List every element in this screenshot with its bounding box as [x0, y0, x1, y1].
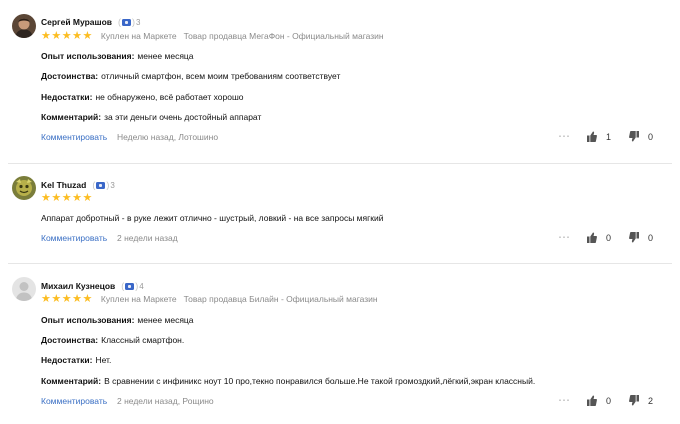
- user-badge[interactable]: ( ) 3: [92, 180, 115, 190]
- more-icon[interactable]: ⋯: [558, 129, 571, 143]
- rating-stars: [41, 31, 93, 42]
- star-icon: ★: [41, 29, 51, 42]
- avatar[interactable]: [12, 176, 36, 200]
- comment-link[interactable]: Комментировать: [41, 396, 108, 406]
- thumb-up-icon[interactable]: [587, 395, 597, 406]
- card-icon: [122, 19, 131, 26]
- review-field-experience: Опыт использования: менее месяца: [41, 51, 194, 61]
- review-card: [0, 264, 680, 424]
- badge-count: 3: [136, 17, 141, 27]
- rating-stars: [41, 193, 93, 204]
- review-field-pros: Достоинства: Классный смартфон.: [41, 335, 185, 345]
- review-field-comment: Комментарий: В сравнении с инфиникс ноут 10 про,текно понравился больше.Не такой громоздкий,лёгкий,экран классный.: [41, 376, 536, 386]
- avatar[interactable]: [12, 277, 36, 301]
- author-line: [41, 179, 115, 191]
- star-icon: ★: [51, 29, 62, 42]
- purchase-status: Куплен на Маркете: [100, 294, 177, 304]
- purchase-status: Куплен на Маркете: [100, 31, 177, 41]
- review-field-comment: Комментарий: за эти деньги очень достойный аппарат: [41, 112, 262, 122]
- like-count: 0: [606, 233, 612, 243]
- rating-stars: [41, 294, 93, 305]
- like-count: 1: [606, 132, 612, 142]
- seller-info: Товар продавца МегаФон - Официальный магазин: [183, 31, 384, 41]
- review-meta: [41, 192, 93, 204]
- comment-link[interactable]: Комментировать: [41, 132, 108, 142]
- star-icon: ★: [72, 191, 82, 204]
- star-icon: ★: [51, 292, 62, 305]
- badge-count: 3: [110, 180, 115, 190]
- more-icon[interactable]: ⋯: [558, 230, 571, 244]
- review-field-experience: Опыт использования: менее месяца: [41, 315, 194, 325]
- star-icon: ★: [72, 29, 82, 42]
- review-field-pros: Достоинства: отличный смартфон, всем моим требованиям соответствует: [41, 71, 341, 81]
- author-name[interactable]: Сергей Мурашов: [41, 17, 113, 27]
- dislike-count: 2: [648, 396, 654, 406]
- author-line: [41, 280, 144, 292]
- author-name[interactable]: Kel Thuzad: [41, 180, 87, 190]
- review-footer: [41, 232, 666, 244]
- review-field-cons: Недостатки: Нет.: [41, 355, 112, 365]
- star-icon: ★: [61, 292, 72, 305]
- thumb-up-icon[interactable]: [587, 232, 597, 243]
- author-line: [41, 16, 140, 28]
- card-icon: [96, 182, 105, 189]
- more-icon[interactable]: ⋯: [558, 393, 571, 407]
- badge-count: 4: [139, 281, 144, 291]
- thumb-down-icon[interactable]: [629, 232, 639, 243]
- star-icon: ★: [82, 29, 93, 42]
- thumb-up-icon[interactable]: [587, 131, 597, 142]
- review-date: Неделю назад, Лотошино: [117, 132, 219, 142]
- seller-info: Товар продавца Билайн - Официальный магазин: [183, 294, 378, 304]
- dislike-count: 0: [648, 132, 654, 142]
- star-icon: ★: [82, 191, 93, 204]
- review-card: [0, 0, 680, 150]
- star-icon: ★: [61, 29, 72, 42]
- review-date: 2 недели назад: [117, 233, 178, 243]
- review-date: 2 недели назад, Рощино: [117, 396, 214, 406]
- like-count: 0: [606, 396, 612, 406]
- star-icon: ★: [51, 191, 62, 204]
- star-icon: ★: [41, 191, 51, 204]
- review-card: [0, 164, 680, 254]
- author-name[interactable]: Михаил Кузнецов: [41, 281, 116, 291]
- review-footer: [41, 131, 666, 143]
- review-meta: [41, 293, 378, 305]
- star-icon: ★: [82, 292, 93, 305]
- star-icon: ★: [61, 191, 72, 204]
- thumb-down-icon[interactable]: [629, 395, 639, 406]
- thumb-down-icon[interactable]: [629, 131, 639, 142]
- card-icon: [125, 283, 134, 290]
- star-icon: ★: [41, 292, 51, 305]
- comment-link[interactable]: Комментировать: [41, 233, 108, 243]
- user-badge[interactable]: ( ) 4: [121, 281, 144, 291]
- review-text: Аппарат добротный - в руке лежит отлично - шустрый, ловкий - на все запросы мягкий: [41, 213, 384, 223]
- avatar[interactable]: [12, 14, 36, 38]
- review-footer: [41, 395, 666, 407]
- star-icon: ★: [72, 292, 82, 305]
- user-badge[interactable]: ( ) 3: [118, 17, 141, 27]
- review-meta: [41, 30, 384, 42]
- review-field-cons: Недостатки: не обнаружено, всё работает хорошо: [41, 92, 244, 102]
- dislike-count: 0: [648, 233, 654, 243]
